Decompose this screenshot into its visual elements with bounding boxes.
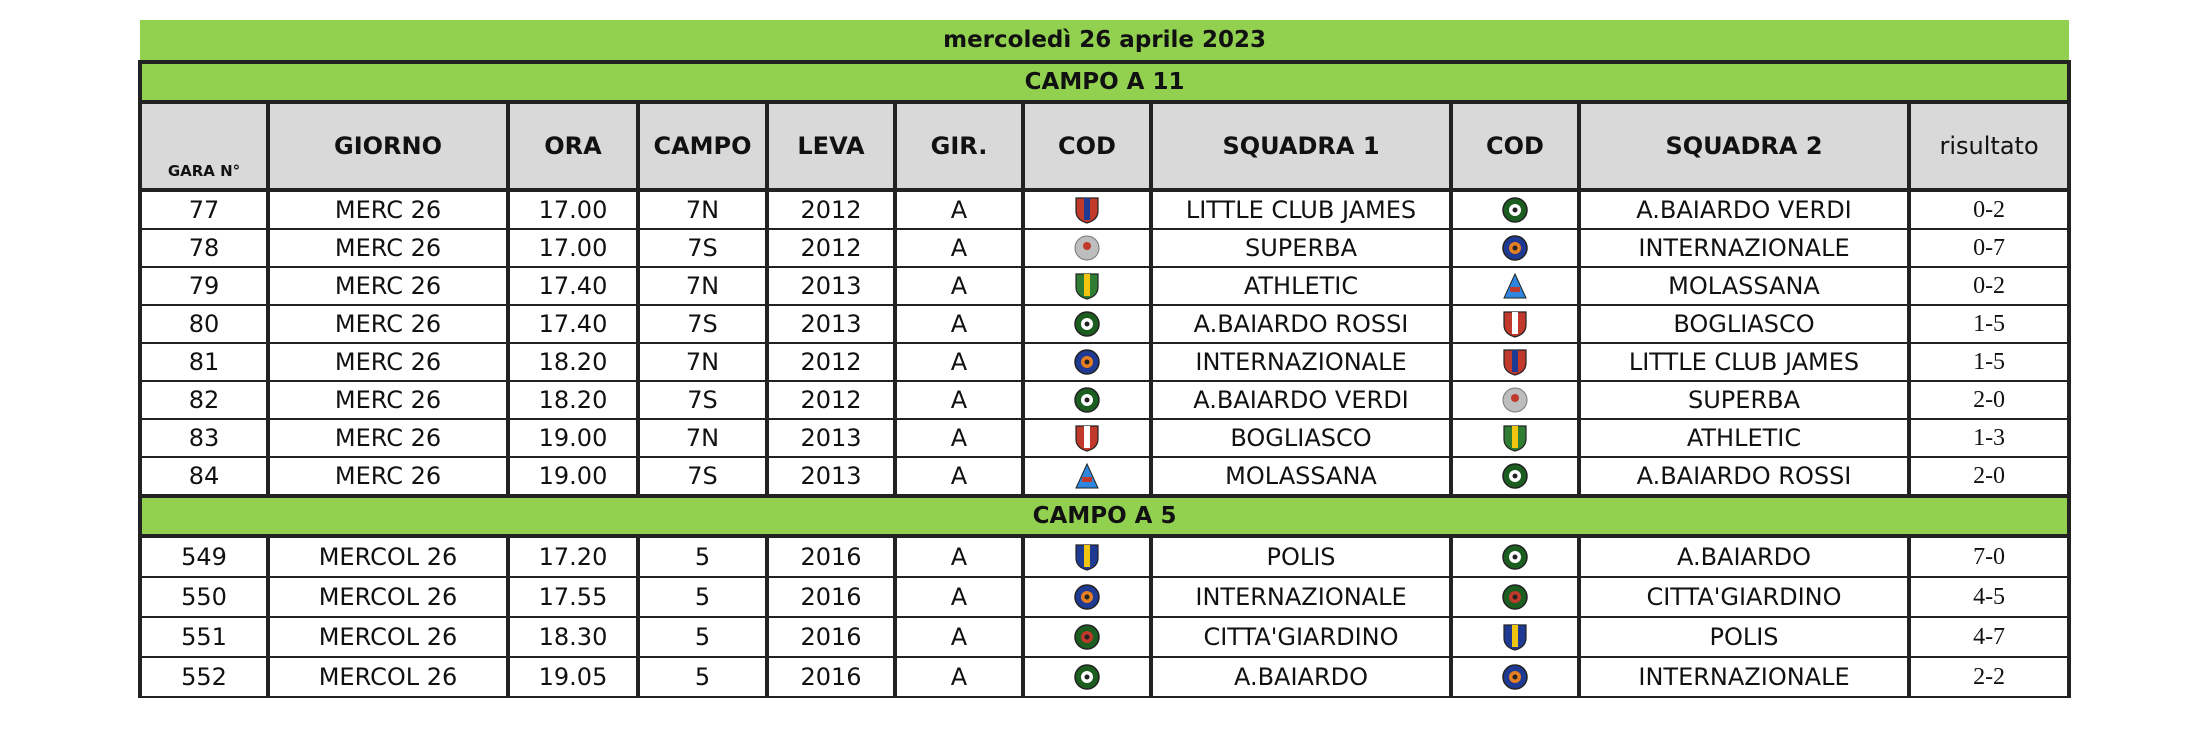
cell-squadra1: ATHLETIC xyxy=(1151,267,1451,305)
cell-campo: 7S xyxy=(638,229,767,267)
cell-squadra1: INTERNAZIONALE xyxy=(1151,577,1451,617)
cell-squadra1: A.BAIARDO xyxy=(1151,657,1451,697)
polis-crest-icon xyxy=(1502,622,1528,652)
match-row xyxy=(140,267,2069,305)
cell-squadra2: INTERNAZIONALE xyxy=(1579,229,1909,267)
section-header-a5 xyxy=(140,496,2069,536)
match-row xyxy=(140,381,2069,419)
cell-leva: 2012 xyxy=(767,229,895,267)
team2-badge-cell xyxy=(1451,577,1579,617)
match-row xyxy=(140,419,2069,457)
internazionale-crest-icon xyxy=(1074,347,1100,377)
section-header-a11 xyxy=(140,62,2069,102)
bogliasco-crest-icon xyxy=(1074,423,1100,453)
cell-ora: 18.20 xyxy=(508,381,638,419)
section-title-a11: CAMPO A 11 xyxy=(140,62,2069,102)
cell-risultato: 0-2 xyxy=(1909,190,2069,229)
cell-ora: 18.20 xyxy=(508,343,638,381)
team2-badge-cell xyxy=(1451,305,1579,343)
team1-badge-cell xyxy=(1023,617,1151,657)
cell-gir: A xyxy=(895,343,1023,381)
cell-gara: 78 xyxy=(140,229,268,267)
cell-leva: 2016 xyxy=(767,536,895,577)
header-risultato: risultato xyxy=(1909,102,2069,190)
cell-giorno: MERC 26 xyxy=(268,229,508,267)
team2-badge-cell xyxy=(1451,190,1579,229)
cell-giorno: MERC 26 xyxy=(268,457,508,496)
cell-gara: 552 xyxy=(140,657,268,697)
cell-campo: 7N xyxy=(638,343,767,381)
cell-giorno: MERC 26 xyxy=(268,343,508,381)
cell-giorno: MERC 26 xyxy=(268,190,508,229)
header-leva: LEVA xyxy=(767,102,895,190)
date-title: mercoledì 26 aprile 2023 xyxy=(140,20,2069,62)
internazionale-crest-icon xyxy=(1074,582,1100,612)
cell-gara: 77 xyxy=(140,190,268,229)
header-giorno: GIORNO xyxy=(268,102,508,190)
cell-squadra2: SUPERBA xyxy=(1579,381,1909,419)
cell-squadra2: A.BAIARDO VERDI xyxy=(1579,190,1909,229)
cell-gir: A xyxy=(895,305,1023,343)
team2-badge-cell xyxy=(1451,343,1579,381)
cell-risultato: 2-0 xyxy=(1909,381,2069,419)
cell-ora: 17.00 xyxy=(508,229,638,267)
cell-gara: 80 xyxy=(140,305,268,343)
cell-ora: 17.55 xyxy=(508,577,638,617)
cell-gir: A xyxy=(895,419,1023,457)
molassana-crest-icon xyxy=(1074,461,1100,491)
cell-ora: 17.40 xyxy=(508,267,638,305)
cell-campo: 5 xyxy=(638,577,767,617)
baiardo-crest-icon xyxy=(1074,662,1100,692)
cell-leva: 2012 xyxy=(767,343,895,381)
cell-campo: 5 xyxy=(638,657,767,697)
cell-gir: A xyxy=(895,229,1023,267)
cell-giorno: MERC 26 xyxy=(268,381,508,419)
team1-badge-cell xyxy=(1023,381,1151,419)
baiardo-crest-icon xyxy=(1074,309,1100,339)
cell-squadra1: LITTLE CLUB JAMES xyxy=(1151,190,1451,229)
cell-leva: 2013 xyxy=(767,267,895,305)
team1-badge-cell xyxy=(1023,267,1151,305)
cell-risultato: 4-7 xyxy=(1909,617,2069,657)
cell-squadra2: ATHLETIC xyxy=(1579,419,1909,457)
match-schedule-table xyxy=(138,20,2071,698)
team1-badge-cell xyxy=(1023,536,1151,577)
internazionale-crest-icon xyxy=(1502,662,1528,692)
cell-gir: A xyxy=(895,381,1023,419)
superba-crest-icon xyxy=(1074,233,1100,263)
cell-gir: A xyxy=(895,536,1023,577)
match-row xyxy=(140,536,2069,577)
cell-squadra2: CITTA'GIARDINO xyxy=(1579,577,1909,617)
little-club-james-crest-icon xyxy=(1502,347,1528,377)
cell-squadra1: A.BAIARDO ROSSI xyxy=(1151,305,1451,343)
header-cod2: COD xyxy=(1451,102,1579,190)
cell-leva: 2012 xyxy=(767,190,895,229)
cell-gara: 81 xyxy=(140,343,268,381)
cell-leva: 2013 xyxy=(767,457,895,496)
cell-gara: 549 xyxy=(140,536,268,577)
cell-giorno: MERCOL 26 xyxy=(268,536,508,577)
athletic-crest-icon xyxy=(1502,423,1528,453)
team2-badge-cell xyxy=(1451,267,1579,305)
cell-leva: 2016 xyxy=(767,617,895,657)
team1-badge-cell xyxy=(1023,577,1151,617)
cell-campo: 7N xyxy=(638,419,767,457)
molassana-crest-icon xyxy=(1502,271,1528,301)
cell-ora: 17.20 xyxy=(508,536,638,577)
internazionale-crest-icon xyxy=(1502,233,1528,263)
cell-campo: 7N xyxy=(638,190,767,229)
cell-giorno: MERCOL 26 xyxy=(268,617,508,657)
athletic-crest-icon xyxy=(1074,271,1100,301)
match-row xyxy=(140,190,2069,229)
cell-ora: 19.05 xyxy=(508,657,638,697)
cell-risultato: 0-7 xyxy=(1909,229,2069,267)
cell-squadra2: LITTLE CLUB JAMES xyxy=(1579,343,1909,381)
cell-gara: 551 xyxy=(140,617,268,657)
team2-badge-cell xyxy=(1451,657,1579,697)
team2-badge-cell xyxy=(1451,229,1579,267)
cell-squadra2: A.BAIARDO ROSSI xyxy=(1579,457,1909,496)
cell-leva: 2012 xyxy=(767,381,895,419)
team1-badge-cell xyxy=(1023,190,1151,229)
cell-leva: 2016 xyxy=(767,577,895,617)
section-title-a5: CAMPO A 5 xyxy=(140,496,2069,536)
team1-badge-cell xyxy=(1023,305,1151,343)
cell-squadra1: CITTA'GIARDINO xyxy=(1151,617,1451,657)
cell-gir: A xyxy=(895,190,1023,229)
cell-squadra2: INTERNAZIONALE xyxy=(1579,657,1909,697)
team1-badge-cell xyxy=(1023,229,1151,267)
team2-badge-cell xyxy=(1451,617,1579,657)
cell-campo: 5 xyxy=(638,536,767,577)
cell-leva: 2013 xyxy=(767,419,895,457)
cell-risultato: 1-3 xyxy=(1909,419,2069,457)
cell-risultato: 0-2 xyxy=(1909,267,2069,305)
cell-risultato: 2-2 xyxy=(1909,657,2069,697)
header-gir: GIR. xyxy=(895,102,1023,190)
cell-risultato: 1-5 xyxy=(1909,305,2069,343)
team2-badge-cell xyxy=(1451,419,1579,457)
cell-giorno: MERCOL 26 xyxy=(268,657,508,697)
team1-badge-cell xyxy=(1023,343,1151,381)
match-row xyxy=(140,577,2069,617)
cell-risultato: 4-5 xyxy=(1909,577,2069,617)
cell-gir: A xyxy=(895,267,1023,305)
cell-gir: A xyxy=(895,617,1023,657)
cell-giorno: MERCOL 26 xyxy=(268,577,508,617)
baiardo-crest-icon xyxy=(1074,385,1100,415)
header-gara: GARA N° xyxy=(140,102,268,190)
baiardo-crest-icon xyxy=(1502,461,1528,491)
cell-ora: 18.30 xyxy=(508,617,638,657)
cell-gara: 82 xyxy=(140,381,268,419)
bogliasco-crest-icon xyxy=(1502,309,1528,339)
match-row xyxy=(140,457,2069,496)
cell-gara: 83 xyxy=(140,419,268,457)
cell-leva: 2016 xyxy=(767,657,895,697)
team1-badge-cell xyxy=(1023,457,1151,496)
cell-ora: 17.40 xyxy=(508,305,638,343)
cell-squadra1: MOLASSANA xyxy=(1151,457,1451,496)
team2-badge-cell xyxy=(1451,536,1579,577)
cell-gir: A xyxy=(895,577,1023,617)
cell-gara: 84 xyxy=(140,457,268,496)
cell-campo: 7N xyxy=(638,267,767,305)
column-header-row xyxy=(140,102,2069,190)
team2-badge-cell xyxy=(1451,381,1579,419)
header-cod1: COD xyxy=(1023,102,1151,190)
cell-gir: A xyxy=(895,457,1023,496)
superba-crest-icon xyxy=(1502,385,1528,415)
cell-squadra1: BOGLIASCO xyxy=(1151,419,1451,457)
cell-gara: 550 xyxy=(140,577,268,617)
cell-giorno: MERC 26 xyxy=(268,419,508,457)
header-squadra1: SQUADRA 1 xyxy=(1151,102,1451,190)
cell-gara: 79 xyxy=(140,267,268,305)
match-row xyxy=(140,657,2069,697)
cell-risultato: 1-5 xyxy=(1909,343,2069,381)
cell-squadra2: A.BAIARDO xyxy=(1579,536,1909,577)
polis-crest-icon xyxy=(1074,542,1100,572)
cell-squadra1: A.BAIARDO VERDI xyxy=(1151,381,1451,419)
cell-squadra2: POLIS xyxy=(1579,617,1909,657)
cell-campo: 7S xyxy=(638,381,767,419)
schedule-sheet xyxy=(138,20,2067,698)
header-campo: CAMPO xyxy=(638,102,767,190)
match-row xyxy=(140,229,2069,267)
cell-squadra1: INTERNAZIONALE xyxy=(1151,343,1451,381)
header-ora: ORA xyxy=(508,102,638,190)
cell-risultato: 7-0 xyxy=(1909,536,2069,577)
cell-campo: 5 xyxy=(638,617,767,657)
cell-risultato: 2-0 xyxy=(1909,457,2069,496)
cell-campo: 7S xyxy=(638,305,767,343)
cell-ora: 17.00 xyxy=(508,190,638,229)
match-row xyxy=(140,617,2069,657)
baiardo-crest-icon xyxy=(1502,542,1528,572)
cell-giorno: MERC 26 xyxy=(268,267,508,305)
cell-squadra2: MOLASSANA xyxy=(1579,267,1909,305)
citta-giardino-crest-icon xyxy=(1502,582,1528,612)
cell-ora: 19.00 xyxy=(508,457,638,496)
cell-gir: A xyxy=(895,657,1023,697)
team2-badge-cell xyxy=(1451,457,1579,496)
cell-giorno: MERC 26 xyxy=(268,305,508,343)
citta-giardino-crest-icon xyxy=(1074,622,1100,652)
cell-squadra1: POLIS xyxy=(1151,536,1451,577)
team1-badge-cell xyxy=(1023,419,1151,457)
header-squadra2: SQUADRA 2 xyxy=(1579,102,1909,190)
cell-squadra1: SUPERBA xyxy=(1151,229,1451,267)
cell-campo: 7S xyxy=(638,457,767,496)
match-row xyxy=(140,343,2069,381)
match-row xyxy=(140,305,2069,343)
cell-leva: 2013 xyxy=(767,305,895,343)
cell-squadra2: BOGLIASCO xyxy=(1579,305,1909,343)
baiardo-crest-icon xyxy=(1502,195,1528,225)
cell-ora: 19.00 xyxy=(508,419,638,457)
little-club-james-crest-icon xyxy=(1074,195,1100,225)
team1-badge-cell xyxy=(1023,657,1151,697)
date-row xyxy=(140,20,2069,62)
